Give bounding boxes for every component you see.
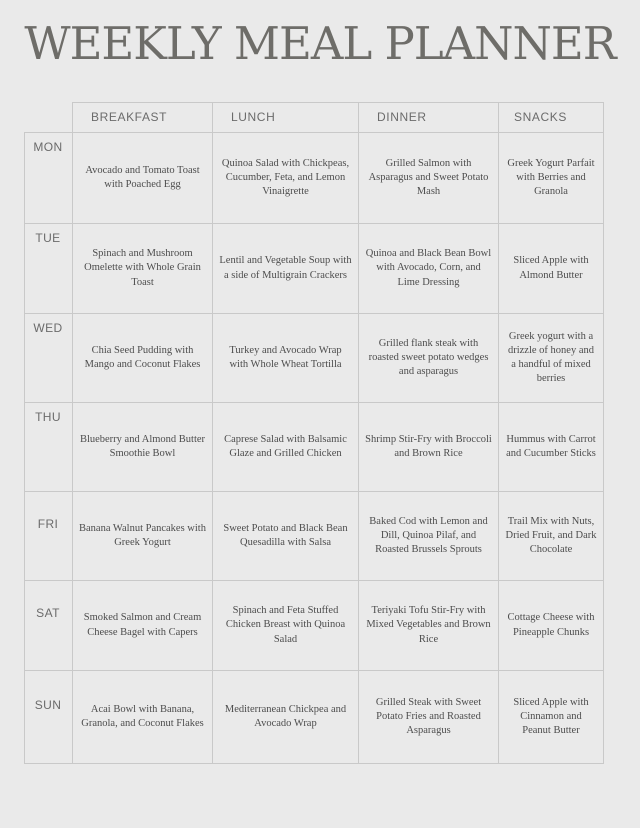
- meal-cell-tue-snacks: Sliced Apple with Almond Butter: [513, 255, 589, 281]
- meal-cell-tue-breakfast: Spinach and Mushroom Omelette with Whole Grain Toast: [84, 248, 201, 288]
- meal-grid: [24, 102, 604, 764]
- column-header-breakfast: BREAKFAST: [91, 110, 168, 124]
- meal-cell-mon-lunch: Quinoa Salad with Chickpeas, Cucumber, Feta, and Lemon Vinaigrette: [221, 157, 350, 198]
- grid-line-vertical: [24, 132, 25, 763]
- meal-cell-fri-lunch: Sweet Potato and Black Bean Quesadilla with Salsa: [223, 522, 348, 548]
- meal-cell-tue-dinner: Quinoa and Black Bean Bowl with Avocado, Corn, and Lime Dressing: [365, 248, 492, 288]
- day-label-sun: SUN: [34, 698, 62, 712]
- column-header-dinner: DINNER: [377, 110, 427, 124]
- meal-cell-wed-dinner: Grilled flank steak with roasted sweet potato wedges and asparagus: [368, 337, 489, 378]
- meal-cell-sun-breakfast: Acai Bowl with Banana, Granola, and Coconut Flakes: [81, 703, 204, 729]
- grid-line-horizontal: [24, 763, 604, 764]
- meal-cell-wed-snacks: Greek yogurt with a drizzle of honey and a handful of mixed berries: [507, 330, 594, 385]
- day-label-thu: THU: [35, 410, 61, 424]
- meal-cell-tue-lunch: Lentil and Vegetable Soup with a side of Multigrain Crackers: [219, 255, 352, 281]
- grid-line-vertical: [603, 102, 604, 763]
- meal-cell-thu-breakfast: Blueberry and Almond Butter Smoothie Bowl: [79, 433, 206, 459]
- meal-cell-sun-snacks: Sliced Apple with Cinnamon and Peanut Butter: [513, 696, 589, 737]
- meal-cell-wed-breakfast: Chia Seed Pudding with Mango and Coconut Flakes: [84, 344, 201, 370]
- meal-cell-fri-snacks: Trail Mix with Nuts, Dried Fruit, and Dark Chocolate: [505, 515, 597, 556]
- day-label-tue: TUE: [35, 231, 61, 245]
- meal-cell-fri-breakfast: Banana Walnut Pancakes with Greek Yogurt: [79, 522, 206, 548]
- column-header-lunch: LUNCH: [231, 110, 276, 124]
- page-title: WEEKLY MEAL PLANNER: [24, 17, 616, 70]
- meal-cell-fri-dinner: Baked Cod with Lemon and Dill, Quinoa Pilaf, and Roasted Brussels Sprouts: [369, 515, 488, 556]
- meal-cell-sun-lunch: Mediterranean Chickpea and Avocado Wrap: [224, 703, 347, 729]
- meal-cell-sat-snacks: Cottage Cheese with Pineapple Chunks: [507, 612, 595, 638]
- meal-cell-mon-breakfast: Avocado and Tomato Toast with Poached Egg: [85, 164, 200, 190]
- day-label-mon: MON: [33, 140, 63, 154]
- meal-cell-wed-lunch: Turkey and Avocado Wrap with Whole Wheat Tortilla: [229, 344, 342, 370]
- meal-cell-sat-breakfast: Smoked Salmon and Cream Cheese Bagel with Capers: [83, 612, 202, 638]
- meal-cell-thu-snacks: Hummus with Carrot and Cucumber Sticks: [506, 433, 596, 459]
- day-label-sat: SAT: [36, 606, 60, 620]
- meal-cell-thu-dinner: Shrimp Stir-Fry with Broccoli and Brown Rice: [365, 433, 492, 459]
- meal-cell-sat-dinner: Teriyaki Tofu Stir-Fry with Mixed Vegetables and Brown Rice: [366, 605, 491, 645]
- column-header-snacks: SNACKS: [514, 110, 567, 124]
- meal-cell-mon-snacks: Greek Yogurt Parfait with Berries and Granola: [507, 157, 595, 198]
- day-label-wed: WED: [33, 321, 63, 335]
- day-label-fri: FRI: [37, 517, 59, 531]
- meal-cell-sat-lunch: Spinach and Feta Stuffed Chicken Breast with Quinoa Salad: [225, 605, 346, 645]
- meal-cell-sun-dinner: Grilled Steak with Sweet Potato Fries and Roasted Asparagus: [375, 696, 482, 737]
- meal-cell-mon-dinner: Grilled Salmon with Asparagus and Sweet Potato Mash: [368, 157, 489, 198]
- meal-cell-thu-lunch: Caprese Salad with Balsamic Glaze and Grilled Chicken: [224, 433, 347, 459]
